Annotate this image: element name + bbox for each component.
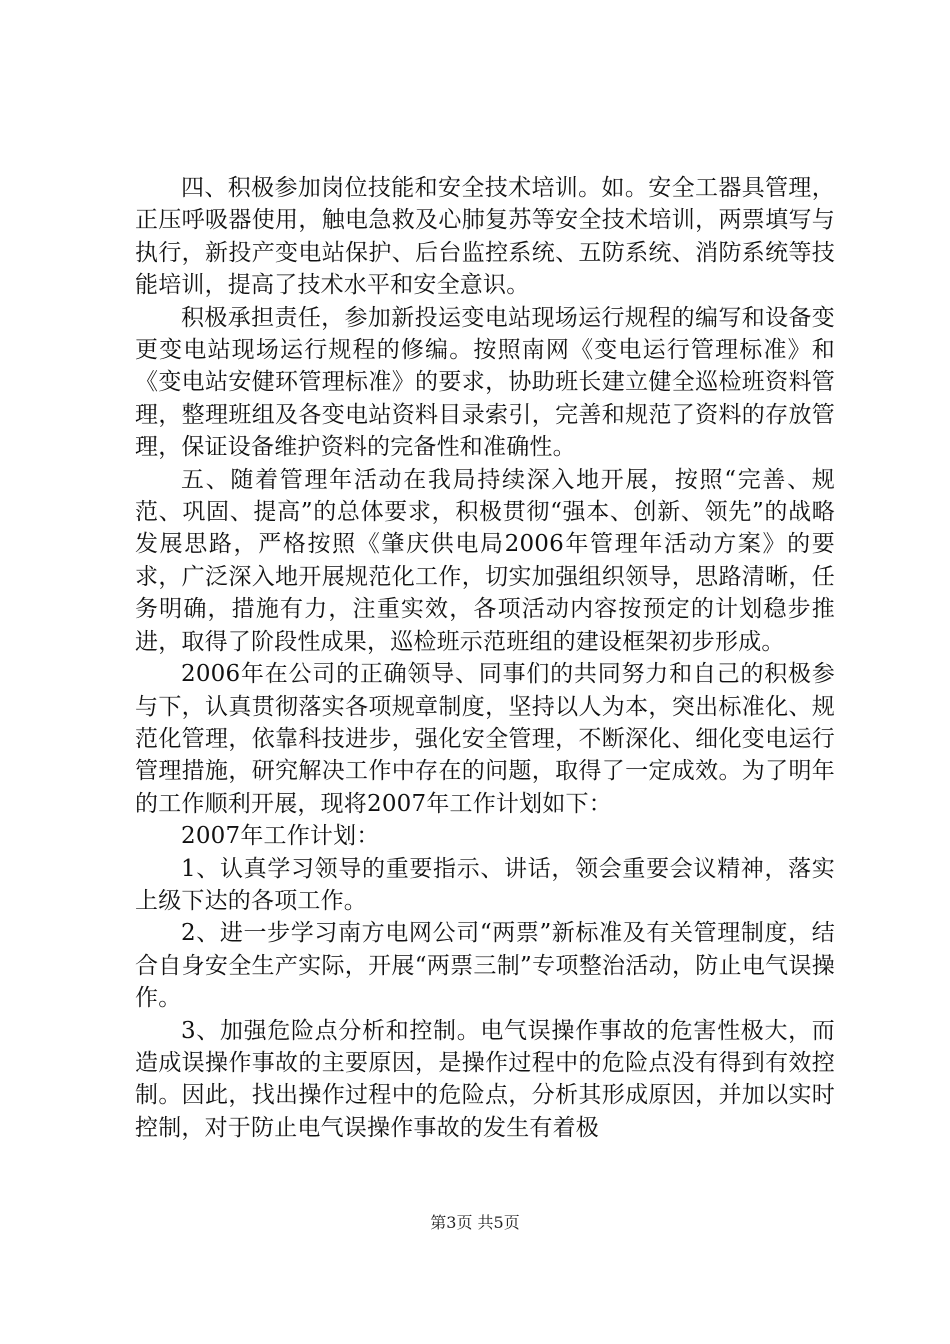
paragraph-management-year: 五、随着管理年活动在我局持续深入地开展，按照“完善、规范、巩固、提高”的总体要求，积极贯彻“强本、创新、领先”的战略发展思路，严格按照《肇庆供电局2006年管理年活动方案》的要求，广泛深入地开展规范化工作，切实加强组织领导，思路清晰，任务明确，措施有力，注重实效，各项活动内容按预定的计划稳步推进，取得了阶段性成果，巡检班示范班组的建设框架初步形成。	[135, 466, 835, 655]
paragraph-training: 四、积极参加岗位技能和安全技术培训。如。安全工器具管理，正压呼吸器使用，触电急救及心肺复苏等安全技术培训，两票填写与执行，新投产变电站保护、后台监控系统、五防系统、消防系统等技能培训，提高了技术水平和安全意识。	[135, 175, 835, 299]
document-body	[135, 172, 835, 1144]
paragraph-2006-summary: 2006年在公司的正确领导、同事们的共同努力和自己的积极参与下，认真贯彻落实各项规章制度，坚持以人为本，突出标准化、规范化管理，依靠科技进步，强化安全管理，不断深化、细化变电运行管理措施，研究解决工作中存在的问题，取得了一定成效。为了明年的工作顺利开展，现将2007年工作计划如下：	[135, 661, 835, 817]
paragraph-plan-item-2: 2、进一步学习南方电网公司“两票”新标准及有关管理制度，结合自身安全生产实际，开展“两票三制”专项整治活动，防止电气误操作。	[135, 920, 835, 1012]
paragraph-responsibility: 积极承担责任，参加新投运变电站现场运行规程的编写和设备变更变电站现场运行规程的修编。按照南网《变电运行管理标准》和《变电站安健环管理标准》的要求，协助班长建立健全巡检班资料管理，整理班组及各变电站资料目录索引，完善和规范了资料的存放管理，保证设备维护资料的完备性和准确性。	[135, 304, 835, 461]
page-number-footer: 第3页 共5页	[430, 1213, 520, 1232]
paragraph-plan-item-3: 3、加强危险点分析和控制。电气误操作事故的危害性极大，而造成误操作事故的主要原因，是操作过程中的危险点没有得到有效控制。因此，找出操作过程中的危险点，分析其形成原因，并加以实时控制，对于防止电气误操作事故的发生有着极	[135, 1017, 835, 1141]
paragraph-2007-plan-heading: 2007年工作计划：	[181, 823, 380, 850]
paragraph-plan-item-1: 1、认真学习领导的重要指示、讲话，领会重要会议精神，落实上级下达的各项工作。	[135, 855, 835, 914]
